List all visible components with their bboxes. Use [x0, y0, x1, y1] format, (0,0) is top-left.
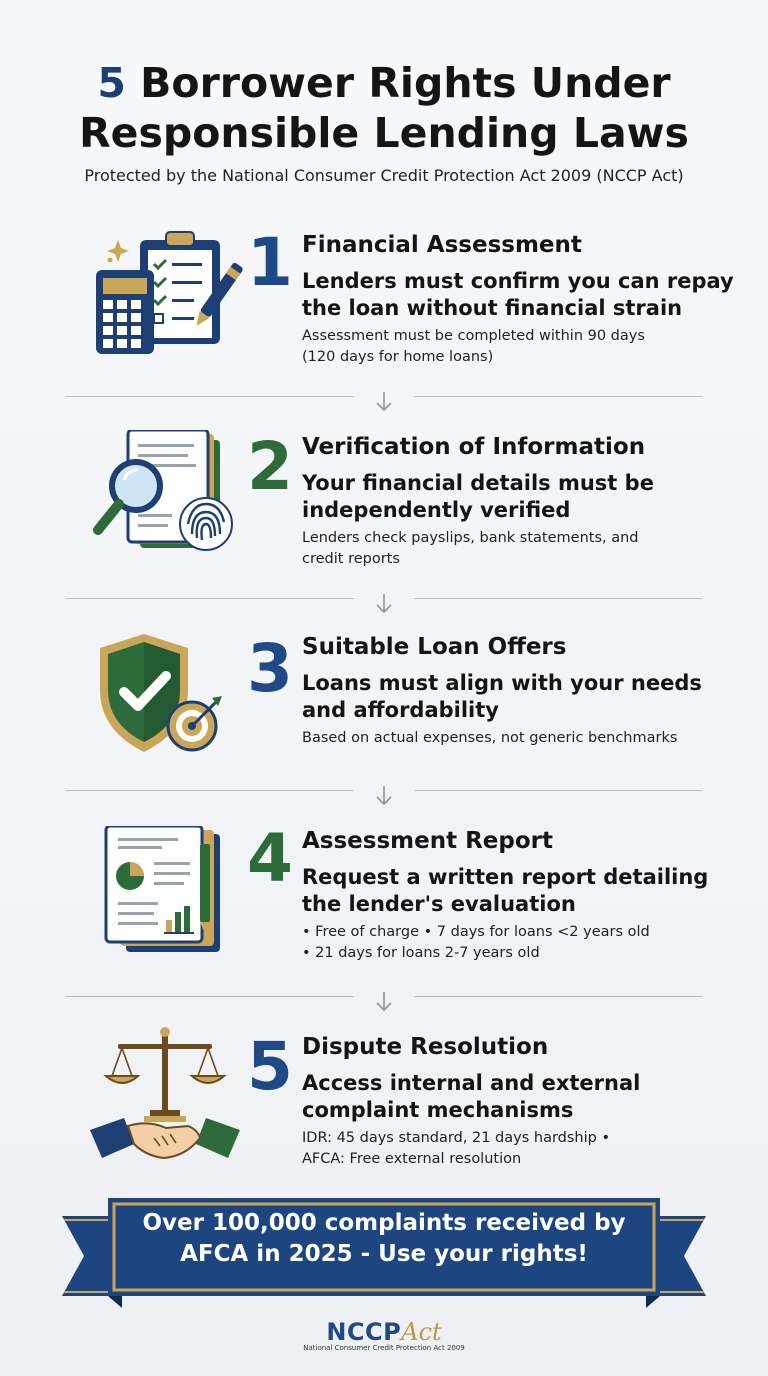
right-number: 1: [247, 224, 293, 301]
right-headline: Your financial details must be independently verified: [302, 471, 654, 522]
right-title: Suitable Loan Offers: [302, 634, 567, 660]
right-number: 5: [247, 1028, 293, 1105]
right-number: 2: [247, 428, 293, 505]
right-title: Financial Assessment: [302, 232, 582, 258]
page-title: [0, 58, 768, 158]
right-number: 3: [247, 630, 293, 707]
right-note: IDR: 45 days standard, 21 days hardship • AFCA: Free external resolution: [302, 1130, 611, 1167]
calculator-clipboard-icon: [88, 228, 248, 358]
right-title: Dispute Resolution: [302, 1034, 549, 1060]
section-divider: [66, 990, 702, 1014]
arrow-down-icon: [372, 592, 396, 616]
title-number: 5: [97, 59, 126, 107]
title-line1: Borrower Rights Under: [125, 59, 671, 107]
scales-handshake-icon: [88, 1026, 248, 1166]
nccp-act-logo: NCCPAct National Consumer Credit Protection Act 2009: [303, 1318, 465, 1352]
right-headline: Request a written report detailing the lender's evaluation: [302, 865, 709, 916]
section-divider: [66, 390, 702, 414]
right-headline: Lenders must confirm you can repay the loan without financial strain: [302, 269, 734, 320]
banner-text: Over 100,000 complaints received by AFCA in 2025 - Use your rights!: [142, 1210, 626, 1267]
right-headline: Access internal and external complaint mechanisms: [302, 1071, 641, 1122]
right-headline: Loans must align with your needs and affordability: [302, 671, 702, 722]
title-line2: Responsible Lending Laws: [79, 109, 689, 157]
right-note: Lenders check payslips, bank statements, and credit reports: [302, 530, 639, 567]
right-title: Assessment Report: [302, 828, 554, 854]
page-subtitle: Protected by the National Consumer Credit Protection Act 2009 (NCCP Act): [84, 166, 684, 185]
shield-target-icon: [88, 630, 248, 760]
magnifier-fingerprint-icon: [88, 430, 248, 560]
section-divider: [66, 784, 702, 808]
arrow-down-icon: [372, 784, 396, 808]
right-note: • Free of charge • 7 days for loans <2 years old • 21 days for loans 2-7 years old: [302, 924, 650, 961]
right-note: Assessment must be completed within 90 days (120 days for home loans): [302, 328, 645, 365]
arrow-down-icon: [372, 390, 396, 414]
report-chart-icon: [88, 826, 248, 956]
section-divider: [66, 592, 702, 616]
right-note: Based on actual expenses, not generic benchmarks: [302, 730, 678, 746]
right-number: 4: [247, 820, 293, 897]
arrow-down-icon: [372, 990, 396, 1014]
right-title: Verification of Information: [302, 434, 646, 460]
